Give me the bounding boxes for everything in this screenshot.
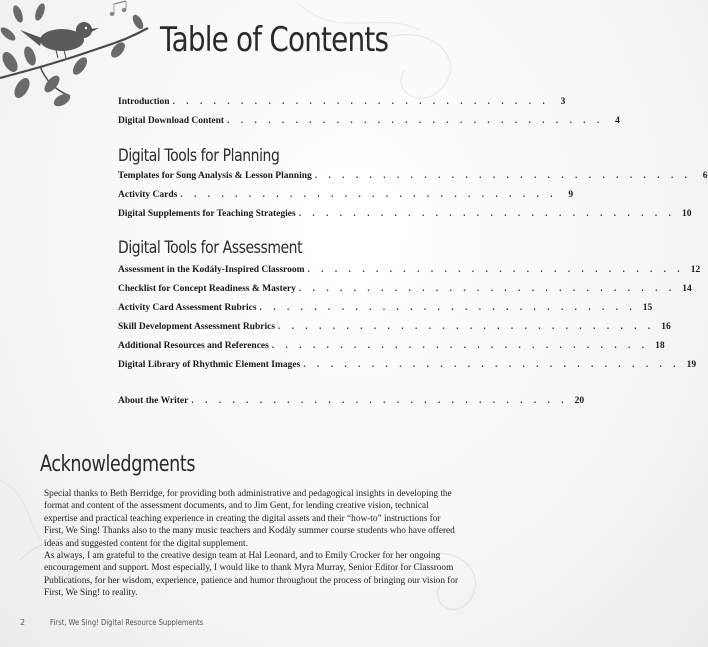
toc-main-list xyxy=(118,96,620,134)
toc-entry-page: 14 xyxy=(682,284,692,294)
toc-entry-label: Introduction xyxy=(118,97,170,107)
toc-entry-about-writer[interactable] xyxy=(118,395,585,414)
section-heading-planning: Digital Tools for Planning xyxy=(118,146,280,166)
toc-entry-page: 15 xyxy=(642,303,653,313)
toc-entry-page: 16 xyxy=(661,322,671,332)
toc-entry-additional-resources[interactable] xyxy=(118,340,665,359)
toc-entry-label: Activity Cards xyxy=(118,190,178,200)
toc-entry-page: 3 xyxy=(560,97,566,107)
dot-leader: . . . . . . . . . . . . . . . . . . . . . . . . . . . . xyxy=(172,96,550,106)
toc-entry-templates[interactable] xyxy=(118,170,708,189)
toc-entry-checklist[interactable] xyxy=(118,283,692,302)
dot-leader: . . . . . . . . . . . . . . . . . . . . . . . . . . . . xyxy=(298,283,676,293)
bird-branch-illustration xyxy=(0,0,150,110)
toc-entry-page: 12 xyxy=(690,265,701,275)
toc-entry-label: Additional Resources and References xyxy=(118,341,269,351)
dot-leader: . . . . . . . . . . . . . . . . . . . . . . . . . . . . xyxy=(307,264,685,274)
dot-leader: . . . . . . . . . . . . . . . . . . . . . . . . . . . . xyxy=(298,208,676,218)
toc-assessment-list xyxy=(118,264,701,378)
toc-entry-label: Digital Supplements for Teaching Strategies xyxy=(118,209,296,219)
toc-entry-rhythmic-library[interactable] xyxy=(118,359,697,378)
dot-leader: . . . . . . . . . . . . . . . . . . . . . . . . . . . . xyxy=(227,115,604,125)
toc-entry-label: Skill Development Assessment Rubrics xyxy=(118,322,276,332)
toc-about-list xyxy=(118,395,585,414)
dot-leader: . . . . . . . . . . . . . . . . . . . . . . . . . . . . xyxy=(303,359,681,369)
toc-entry-introduction[interactable] xyxy=(118,96,566,115)
section-heading-assessment: Digital Tools for Assessment xyxy=(118,238,303,258)
toc-entry-label: Digital Download Content xyxy=(118,116,225,126)
dot-leader: . . . . . . . . . . . . . . . . . . . . . . . . . . . . xyxy=(314,170,692,180)
toc-entry-label: About the Writer xyxy=(118,396,189,406)
toc-entry-page: 9 xyxy=(568,190,574,200)
dot-leader: . . . . . . . . . . . . . . . . . . . . . . . . . . . . xyxy=(278,321,655,331)
toc-entry-teaching-strategies[interactable] xyxy=(118,208,692,227)
toc-entry-page: 20 xyxy=(574,396,585,406)
toc-entry-page: 4 xyxy=(615,116,620,126)
toc-entry-activity-rubrics[interactable] xyxy=(118,302,653,321)
page-footer xyxy=(20,618,230,627)
toc-entry-label: Templates for Song Analysis & Lesson Planning xyxy=(118,171,312,181)
toc-entry-label: Assessment in the Kodály-Inspired Classroom xyxy=(118,265,305,275)
toc-planning-list xyxy=(118,170,708,227)
footer-page-number: 2 xyxy=(20,618,26,627)
toc-entry-kodaly-classroom[interactable] xyxy=(118,264,701,283)
toc-entry-digital-download[interactable] xyxy=(118,115,620,134)
dot-leader: . . . . . . . . . . . . . . . . . . . . . . . . . . . . xyxy=(271,340,649,350)
acknowledgments-paragraph-2: As always, I am grateful to the creative design team at Hal Leonard, and to Emily Crocker for her ongoing encouragement and support. Most especially, I would like to thank Myra Murray, Senior Editor for Classroom Publications, for her wisdom, experience, patience and humor throughout the process of bringing our vision for First, We Sing! to reality. xyxy=(44,551,459,599)
dot-leader: . . . . . . . . . . . . . . . . . . . . . . . . . . . . xyxy=(259,302,637,312)
toc-entry-skill-rubrics[interactable] xyxy=(118,321,671,340)
dot-leader: . . . . . . . . . . . . . . . . . . . . . . . . . . . . xyxy=(180,189,558,199)
acknowledgments-heading: Acknowledgments xyxy=(40,452,196,477)
toc-entry-label: Activity Card Assessment Rubrics xyxy=(118,303,257,313)
toc-entry-page: 6 xyxy=(702,171,708,181)
toc-entry-page: 10 xyxy=(681,209,692,219)
toc-entry-page: 18 xyxy=(655,341,665,351)
toc-entry-label: Checklist for Concept Readiness & Mastery xyxy=(118,284,296,294)
page-title: Table of Contents xyxy=(160,20,389,60)
acknowledgments-paragraph-1: Special thanks to Beth Berridge, for providing both administrative and pedagogical insights in developing the format and content of the assessment documents, and to Jim Gent, for lending creative vision, technical expertise and practical teaching experience in creating the digital assets and their “how-to” instructions for First, We Sing! Thanks also to the many music teachers and Kodály summer course students who have offered ideas and suggested content for the digital supplement. xyxy=(44,489,455,549)
toc-entry-label: Digital Library of Rhythmic Element Images xyxy=(118,360,301,370)
footer-title: First, We Sing! Digital Resource Supplements xyxy=(49,618,203,627)
dot-leader: . . . . . . . . . . . . . . . . . . . . . . . . . . . . xyxy=(191,395,569,405)
toc-entry-page: 19 xyxy=(686,360,697,370)
toc-entry-activity-cards[interactable] xyxy=(118,189,574,208)
